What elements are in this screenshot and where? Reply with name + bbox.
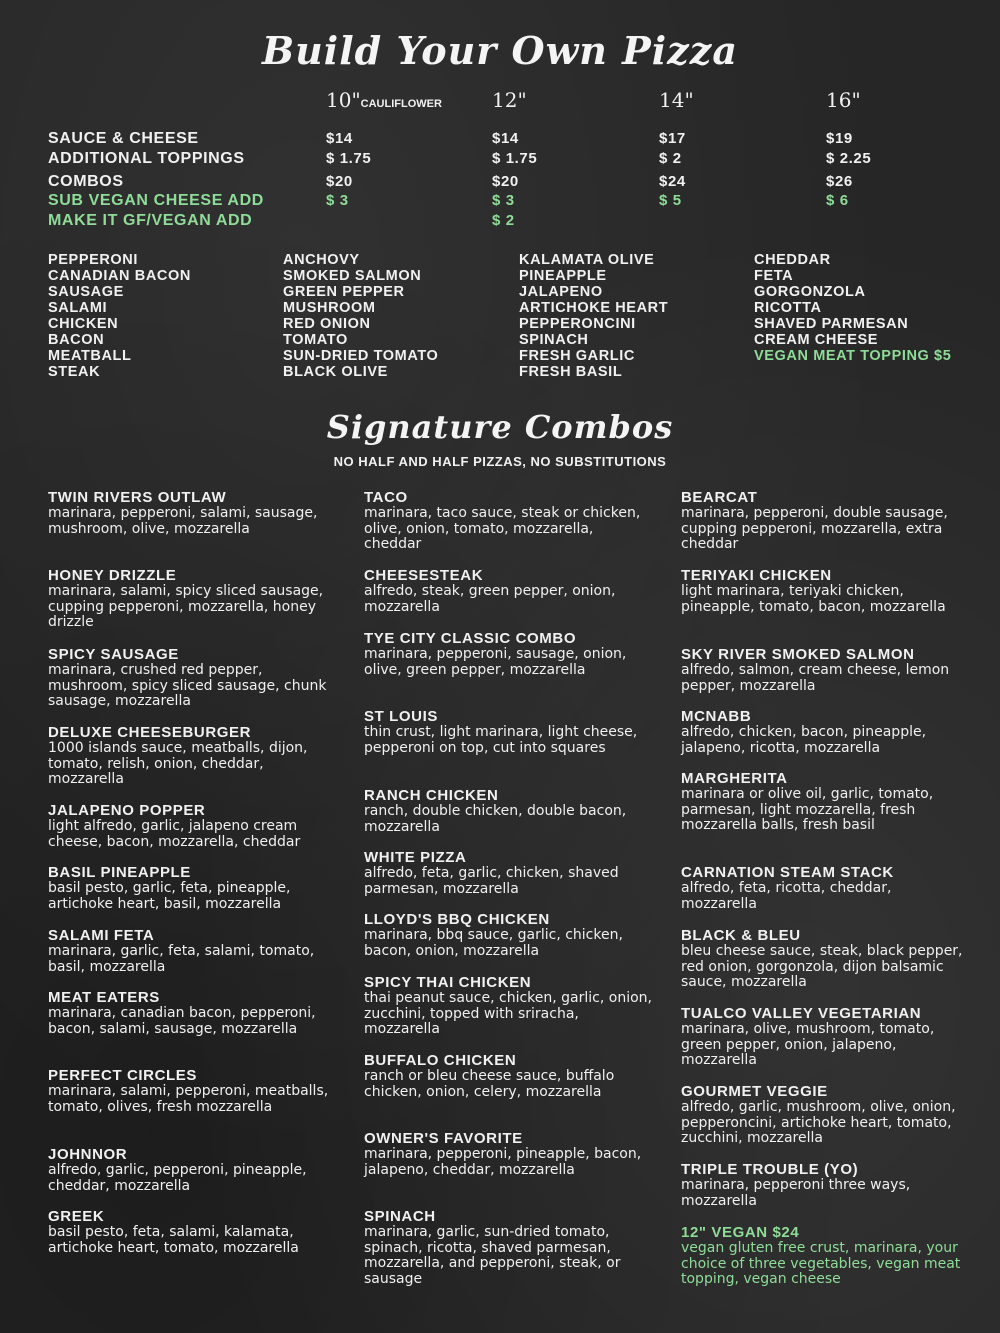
topping-item: SHAVED PARMESAN [754,316,909,332]
toppings-meats [48,252,191,380]
combo-name: GOURMET VEGGIE [681,1083,828,1100]
combo-name: CARNATION STEAM STACK [681,864,894,881]
topping-item: FRESH BASIL [519,364,623,380]
combo-desc: thai peanut sauce, chicken, garlic, onion, zucchini, topped with sriracha, mozzarella [364,990,652,1038]
combo-desc: marinara, salami, spicy sliced sausage, cupping pepperoni, mozzarella, honey drizzle [48,583,324,631]
combo-name: BUFFALO CHICKEN [364,1052,517,1069]
combo-name: TWIN RIVERS OUTLAW [48,489,227,506]
topping-item: TOMATO [283,332,348,348]
topping-item: RED ONION [283,316,371,332]
combo-name: SPICY SAUSAGE [48,646,179,663]
combo-name: GREEK [48,1208,105,1225]
topping-item: CHEDDAR [754,252,831,268]
combo-item [681,771,971,834]
combo-item [48,990,338,1037]
toppings-cheeses [754,252,951,364]
combo-item [364,850,654,897]
combo-desc: alfredo, chicken, bacon, pineapple, jalapeno, ricotta, mozzarella [681,724,927,756]
combo-item [364,490,654,553]
combo-desc: marinara, pepperoni, sausage, onion, olive, green pepper, mozzarella [364,646,627,678]
combo-name: CHEESESTEAK [364,567,484,584]
combo-name: SALAMI FETA [48,927,155,944]
combo-desc: 1000 islands sauce, meatballs, dijon, tomato, relish, onion, cheddar, mozzarella [48,740,308,788]
combo-desc: marinara, bbq sauce, garlic, chicken, bacon, onion, mozzarella [364,927,623,959]
toppings-col-2 [283,252,438,380]
combo-item [681,928,971,991]
topping-item: MEATBALL [48,348,132,364]
combo-name: SPICY THAI CHICKEN [364,974,532,991]
combo-item [364,788,654,835]
combo-name: LLOYD'S BBQ CHICKEN [364,911,550,928]
combo-item [48,568,338,631]
combo-desc: alfredo, garlic, pepperoni, pineapple, cheddar, mozzarella [48,1162,307,1194]
combo-desc: ranch or bleu cheese sauce, buffalo chicken, onion, celery, mozzarella [364,1068,615,1100]
combo-name: TRIPLE TROUBLE (YO) [681,1161,859,1178]
combo-item [48,865,338,912]
topping-item: PEPPERONCINI [519,316,636,332]
topping-item: RICOTTA [754,300,822,316]
topping-item: CHICKEN [48,316,119,332]
combo-desc: marinara, garlic, sun-dried tomato, spinach, ricotta, shaved parmesan, mozzarella, and pepperoni, steak, or sausage [364,1224,621,1287]
combo-desc: vegan gluten free crust, marinara, your choice of three vegetables, vegan meat topping, vegan cheese [681,1240,961,1288]
combo-item [681,490,971,553]
combo-name: WHITE PIZZA [364,849,467,866]
combos-title: Signature Combos [326,408,674,446]
size-header-12: 12" [492,88,527,112]
combo-desc: marinara, olive, mushroom, tomato, green pepper, onion, jalapeno, mozzarella [681,1021,935,1069]
topping-item: STEAK [48,364,101,380]
combo-item [48,490,338,537]
price-row-combos: COMBOS $20 $20 $24 $26 [48,173,853,190]
topping-item: GREEN PEPPER [283,284,405,300]
combo-item [681,1084,971,1147]
combo-name: BEARCAT [681,489,758,506]
combo-name: SPINACH [364,1208,436,1225]
combo-desc: marinara, pepperoni three ways, mozzarella [681,1177,911,1209]
topping-item: SPINACH [519,332,589,348]
combo-item [681,709,971,756]
combo-desc: marinara, garlic, feta, salami, tomato, basil, mozzarella [48,943,315,975]
combo-name: TACO [364,489,408,506]
size-header-10: 10"CAULIFLOWER [326,88,442,112]
topping-item: ANCHOVY [283,252,360,268]
topping-item: CREAM CHEESE [754,332,879,348]
topping-item: FRESH GARLIC [519,348,635,364]
combo-item [681,865,971,912]
combo-name: DELUXE CHEESEBURGER [48,724,252,741]
combo-desc: light marinara, teriyaki chicken, pineapple, tomato, bacon, mozzarella [681,583,946,615]
combo-desc: marinara or olive oil, garlic, tomato, parmesan, light mozzarella, fresh mozzarella balls, fresh basil [681,786,934,834]
combo-item [364,568,654,615]
combo-item [364,1053,654,1100]
combo-name: OWNER'S FAVORITE [364,1130,523,1147]
combo-desc: alfredo, feta, ricotta, cheddar, mozzarella [681,880,892,912]
combo-name: SKY RIVER SMOKED SALMON [681,646,915,663]
topping-item: BACON [48,332,105,348]
combo-desc: marinara, taco sauce, steak or chicken, olive, onion, tomato, mozzarella, cheddar [364,505,641,553]
topping-item: MUSHROOM [283,300,376,316]
combo-name: TYE CITY CLASSIC COMBO [364,630,577,647]
combo-item [48,928,338,975]
combo-name: MEAT EATERS [48,989,160,1006]
toppings-col-3 [519,252,668,380]
combo-desc: thin crust, light marinara, light cheese, pepperoni on top, cut into squares [364,724,638,756]
combo-item [48,803,338,850]
combo-desc: bleu cheese sauce, steak, black pepper, red onion, gorgonzola, dijon balsamic sauce, mozzarella [681,943,963,991]
combo-name: TERIYAKI CHICKEN [681,567,832,584]
combo-desc: alfredo, garlic, mushroom, olive, onion, pepperoncini, artichoke heart, tomato, zucchini, mozzarella [681,1099,956,1147]
topping-item: GORGONZOLA [754,284,866,300]
combo-item [364,709,654,756]
combos-subtitle: NO HALF AND HALF PIZZAS, NO SUBSTITUTIONS [333,454,667,469]
combo-item [48,1068,338,1115]
size-header-14: 14" [659,88,694,112]
combo-desc: alfredo, feta, garlic, chicken, shaved parmesan, mozzarella [364,865,619,897]
vegan-meat-topping: VEGAN MEAT TOPPING $5 [754,348,952,364]
combo-desc: light alfredo, garlic, jalapeno cream cheese, bacon, mozzarella, cheddar [48,818,301,850]
combo-name: MCNABB [681,708,752,725]
price-row-sauce-cheese: SAUCE & CHEESE $14 $14 $17 $19 [48,130,853,147]
topping-item: FETA [754,268,794,284]
combo-desc: ranch, double chicken, double bacon, mozzarella [364,803,627,835]
combo-desc: basil pesto, feta, salami, kalamata, artichoke heart, tomato, mozzarella [48,1224,299,1256]
combo-name: BASIL PINEAPPLE [48,864,191,881]
combo-name: JALAPENO POPPER [48,802,206,819]
combo-item [48,1209,338,1256]
topping-item: SAUSAGE [48,284,124,300]
combo-desc: marinara, pepperoni, double sausage, cupping pepperoni, mozzarella, extra cheddar [681,505,948,553]
combo-name: MARGHERITA [681,770,788,787]
combo-desc: alfredo, steak, green pepper, onion, mozzarella [364,583,616,615]
combo-desc: marinara, crushed red pepper, mushroom, spicy sliced sausage, chunk sausage, mozzarella [48,662,327,710]
topping-item: ARTICHOKE HEART [519,300,669,316]
combo-item [48,647,338,710]
combo-item [364,912,654,959]
combo-name: JOHNNOR [48,1146,128,1163]
combo-name: ST LOUIS [364,708,438,725]
combo-desc: marinara, pepperoni, pineapple, bacon, jalapeno, cheddar, mozzarella [364,1146,642,1178]
topping-item: JALAPENO [519,284,603,300]
page-title: Build Your Own Pizza [262,28,738,73]
combo-item [681,568,971,615]
topping-item: SMOKED SALMON [283,268,422,284]
price-row-gf-vegan: MAKE IT GF/VEGAN ADD $ 2 [48,212,515,229]
combo-name: HONEY DRIZZLE [48,567,177,584]
combo-item [681,647,971,694]
topping-item: KALAMATA OLIVE [519,252,655,268]
combo-item-vegan [681,1225,971,1288]
combo-name: TUALCO VALLEY VEGETARIAN [681,1005,922,1022]
combo-name: PERFECT CIRCLES [48,1067,198,1084]
combo-item [681,1162,971,1209]
topping-item: SUN-DRIED TOMATO [283,348,439,364]
topping-item: BLACK OLIVE [283,364,388,380]
combo-desc: basil pesto, garlic, feta, pineapple, artichoke heart, basil, mozzarella [48,880,291,912]
combo-desc: alfredo, salmon, cream cheese, lemon pepper, mozzarella [681,662,950,694]
combo-name: 12" VEGAN $24 [681,1224,800,1241]
topping-item: SALAMI [48,300,108,316]
topping-item: PEPPERONI [48,252,139,268]
combo-item [681,1006,971,1069]
topping-item: PINEAPPLE [519,268,607,284]
combo-name: BLACK & BLEU [681,927,801,944]
topping-item: CANADIAN BACON [48,268,191,284]
combo-name: RANCH CHICKEN [364,787,499,804]
price-row-vegan-cheese: SUB VEGAN CHEESE ADD $ 3 $ 3 $ 5 $ 6 [48,192,849,209]
combo-desc: marinara, salami, pepperoni, meatballs, tomato, olives, fresh mozzarella [48,1083,329,1115]
combo-item [364,975,654,1038]
price-row-toppings: ADDITIONAL TOPPINGS $ 1.75 $ 1.75 $ 2 $ 2.25 [48,150,872,167]
combo-item [48,1147,338,1194]
size-header-16: 16" [826,88,861,112]
combo-desc: marinara, pepperoni, salami, sausage, mushroom, olive, mozzarella [48,505,318,537]
combo-item [364,1209,654,1287]
combo-item [364,631,654,678]
combo-item [364,1131,654,1178]
combo-desc: marinara, canadian bacon, pepperoni, bacon, salami, sausage, mozzarella [48,1005,316,1037]
combo-item [48,725,338,788]
